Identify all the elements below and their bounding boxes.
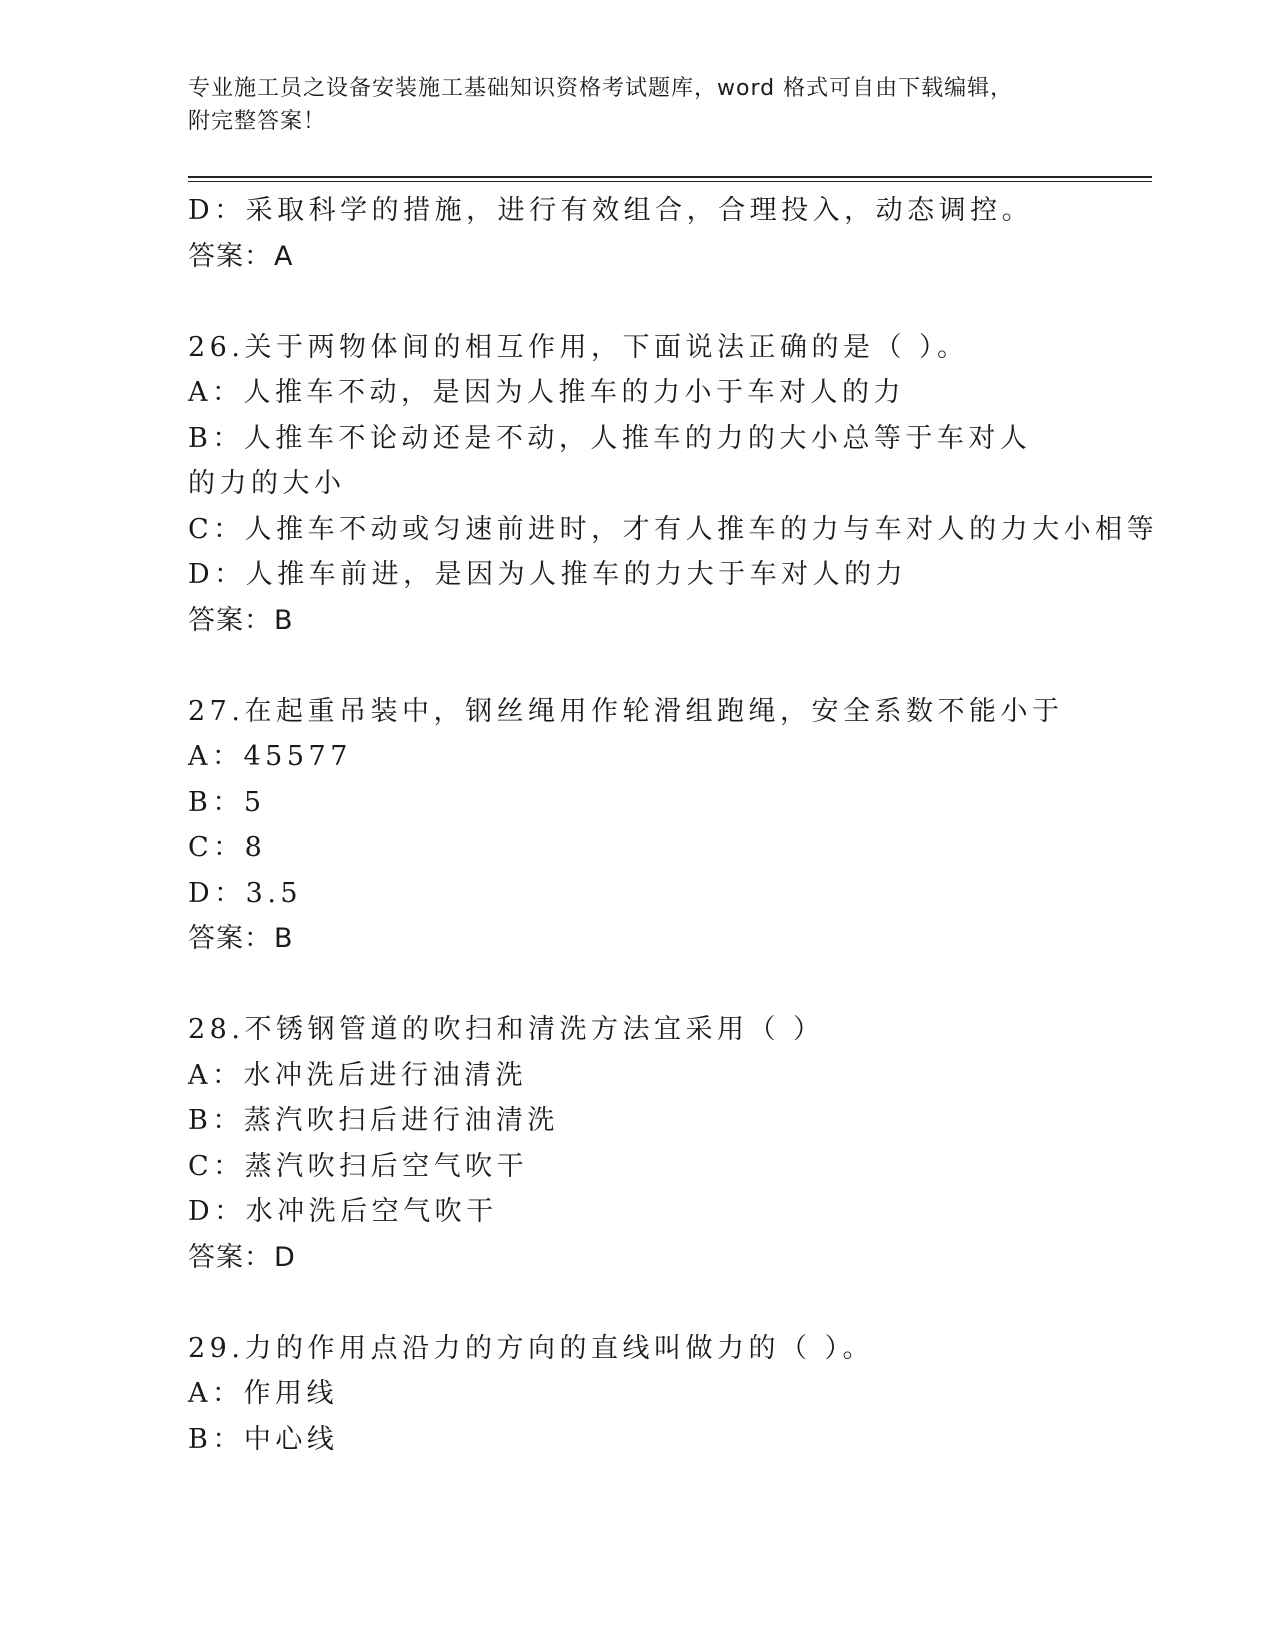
question-26-option-c: C：人推车不动或匀速前进时，才有人推车的力与车对人的力大小相等: [188, 513, 1159, 545]
answer-label: 答案：: [188, 240, 272, 272]
answer-value: D: [274, 1241, 296, 1273]
question-26-stem: 26.关于两物体间的相互作用，下面说法正确的是（ ）。: [188, 331, 969, 363]
question-29-stem: 29.力的作用点沿力的方向的直线叫做力的（ ）。: [188, 1332, 875, 1364]
prev-option-d: D：采取科学的措施，进行有效组合，合理投入，动态调控。: [188, 195, 1034, 226]
question-27-option-d: D：3.5: [188, 877, 303, 909]
spacer: [188, 279, 1088, 325]
question-27-stem: 27.在起重吊装中，钢丝绳用作轮滑组跑绳，安全系数不能小于: [188, 695, 1064, 727]
spacer: [188, 962, 1088, 1008]
question-26-option-a: A：人推车不动，是因为人推车的力小于车对人的力: [188, 377, 905, 408]
spacer: [188, 643, 1088, 689]
question-28-option-b: B：蒸汽吹扫后进行油清洗: [188, 1105, 559, 1136]
answer-value: B: [274, 604, 294, 636]
question-27-option-c: C：8: [188, 832, 267, 863]
answer-label: 答案：: [188, 923, 272, 954]
question-26-option-b: B：人推车不论动还是不动，人推车的力的大小总等于车对人的力的大小: [188, 422, 1032, 499]
question-27-option-a: A：45577: [188, 741, 352, 772]
question-28-option-d: D：水冲洗后空气吹干: [188, 1196, 498, 1227]
question-26-answer: [188, 598, 1088, 644]
question-28-option-a: A：水冲洗后进行油清洗: [188, 1059, 527, 1091]
header-divider-thick: [188, 176, 1152, 178]
question-list: [188, 188, 1159, 1462]
question-29-option-a: A：作用线: [188, 1378, 338, 1409]
header-divider-thin: [188, 181, 1152, 182]
question-27-answer: [188, 916, 1088, 962]
answer-label: 答案：: [188, 604, 272, 636]
header-line-1: 专业施工员之设备安装施工基础知识资格考试题库，word 格式可自由下载编辑，: [188, 76, 1014, 101]
question-28-answer: [188, 1235, 1088, 1281]
question-27-option-b: B：5: [188, 786, 266, 818]
document-header: [188, 72, 1088, 138]
prev-answer: [188, 234, 1088, 280]
question-29-option-b: B：中心线: [188, 1423, 339, 1455]
question-28-stem: 28.不锈钢管道的吹扫和清洗方法宜采用（ ）: [188, 1014, 825, 1045]
spacer: [188, 1280, 1088, 1326]
answer-value: B: [274, 923, 294, 954]
question-28-option-c: C：蒸汽吹扫后空气吹干: [188, 1150, 529, 1182]
question-26-option-d: D：人推车前进，是因为人推车的力大于车对人的力: [188, 559, 908, 590]
header-line-2: 附完整答案！: [188, 109, 327, 134]
answer-value: A: [274, 240, 294, 272]
answer-label: 答案：: [188, 1241, 272, 1273]
